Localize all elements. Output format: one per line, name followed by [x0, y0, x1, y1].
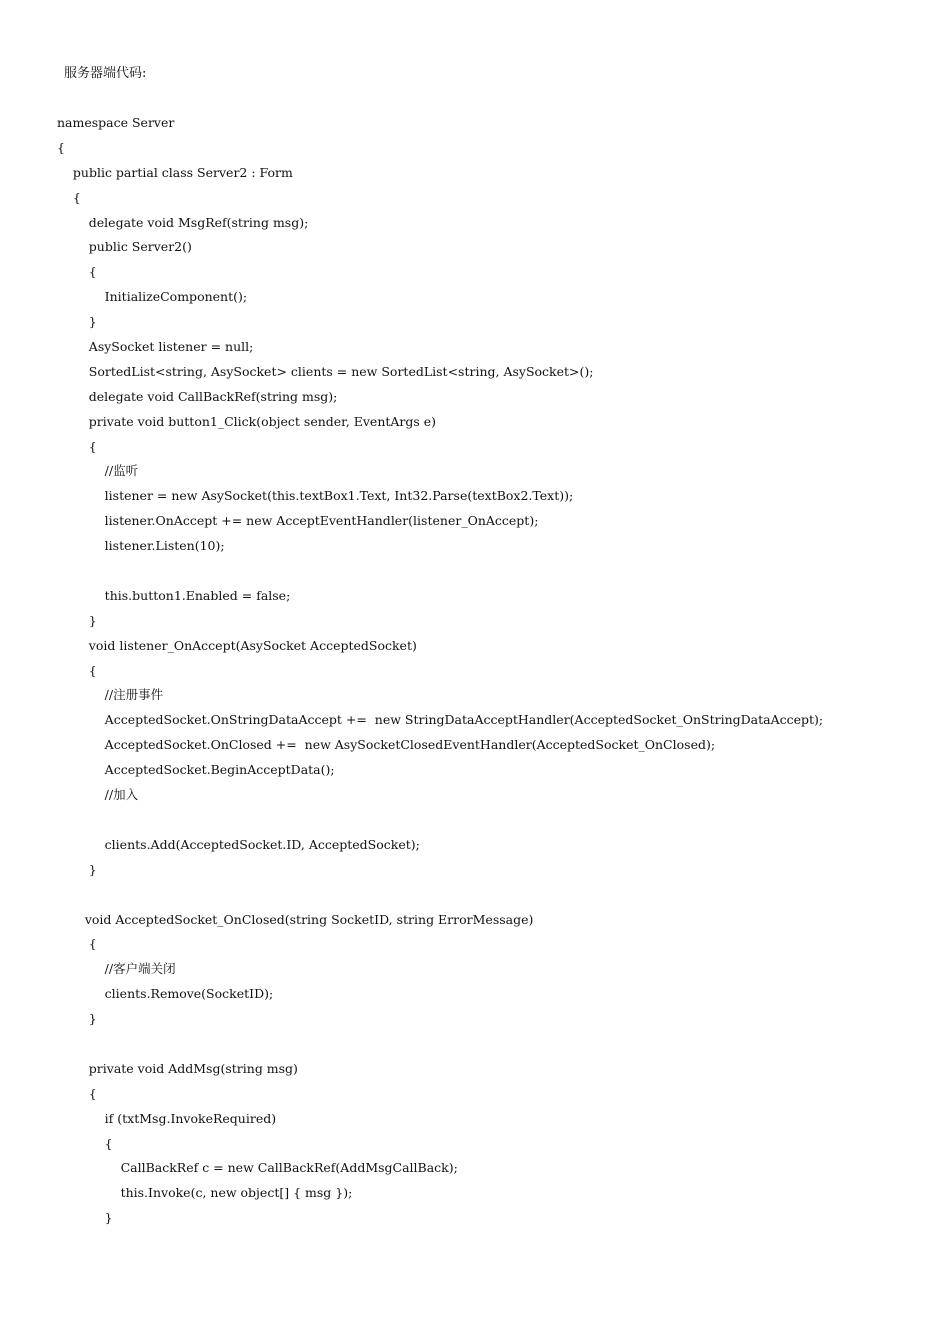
code-line: delegate void MsgRef(string msg); [57, 214, 309, 230]
code-line: //客户端关闭 [57, 961, 176, 977]
code-line: SortedList<string, AsySocket> clients = new SortedList<string, AsySocket>(); [57, 363, 594, 379]
code-line [57, 1032, 823, 1057]
code-line: void AcceptedSocket_OnClosed(string SocketID, string ErrorMessage) [57, 911, 534, 927]
code-line: } [57, 1011, 97, 1027]
code-line: CallBackRef c = new CallBackRef(AddMsgCallBack); [57, 1160, 458, 1176]
code-line: private void button1_Click(object sender, EventArgs e) [57, 413, 437, 429]
code-line: listener.OnAccept += new AcceptEventHandler(listener_OnAccept); [57, 513, 539, 529]
code-line: { [57, 662, 97, 678]
code-line: } [57, 861, 97, 877]
code-line: { [57, 264, 97, 280]
code-line: { [57, 936, 97, 952]
code-line: public partial class Server2 : Form [57, 164, 293, 180]
code-line [57, 883, 823, 908]
code-line [57, 559, 823, 584]
code-line: AcceptedSocket.BeginAcceptData(); [57, 762, 335, 778]
code-line: delegate void CallBackRef(string msg); [57, 388, 338, 404]
code-line: InitializeComponent(); [57, 289, 248, 305]
code-line: } [57, 612, 97, 628]
code-line [57, 808, 823, 833]
code-line: } [57, 314, 97, 330]
code-line: { [57, 139, 65, 155]
code-line: clients.Add(AcceptedSocket.ID, AcceptedSocket); [57, 836, 420, 852]
code-line: { [57, 189, 81, 205]
code-line: this.Invoke(c, new object[] { msg }); [57, 1185, 353, 1201]
section-heading: 服务器端代码: [64, 66, 147, 81]
code-line: listener = new AsySocket(this.textBox1.Text, Int32.Parse(textBox2.Text)); [57, 488, 574, 504]
code-line: this.button1.Enabled = false; [57, 587, 291, 603]
code-line: public Server2() [57, 239, 192, 255]
code-line: { [57, 1135, 113, 1151]
code-line: { [57, 1085, 97, 1101]
code-line: //监听 [57, 463, 139, 479]
code-line: clients.Remove(SocketID); [57, 986, 274, 1002]
code-line: namespace Server [57, 115, 175, 130]
code-line: AcceptedSocket.OnStringDataAccept += new StringDataAcceptHandler(AcceptedSocket_OnStringDataAccept); [57, 712, 824, 728]
code-line: listener.Listen(10); [57, 538, 225, 554]
code-line: private void AddMsg(string msg) [57, 1060, 298, 1076]
code-block [57, 111, 823, 1231]
code-line: } [57, 1210, 113, 1226]
code-line: if (txtMsg.InvokeRequired) [57, 1110, 277, 1126]
code-line: void listener_OnAccept(AsySocket AcceptedSocket) [57, 637, 417, 653]
code-line: //注册事件 [57, 687, 164, 703]
code-line: { [57, 438, 97, 454]
code-line: AcceptedSocket.OnClosed += new AsySocketClosedEventHandler(AcceptedSocket_OnClosed); [57, 737, 716, 753]
code-line: AsySocket listener = null; [57, 339, 254, 355]
code-line: //加入 [57, 787, 139, 803]
